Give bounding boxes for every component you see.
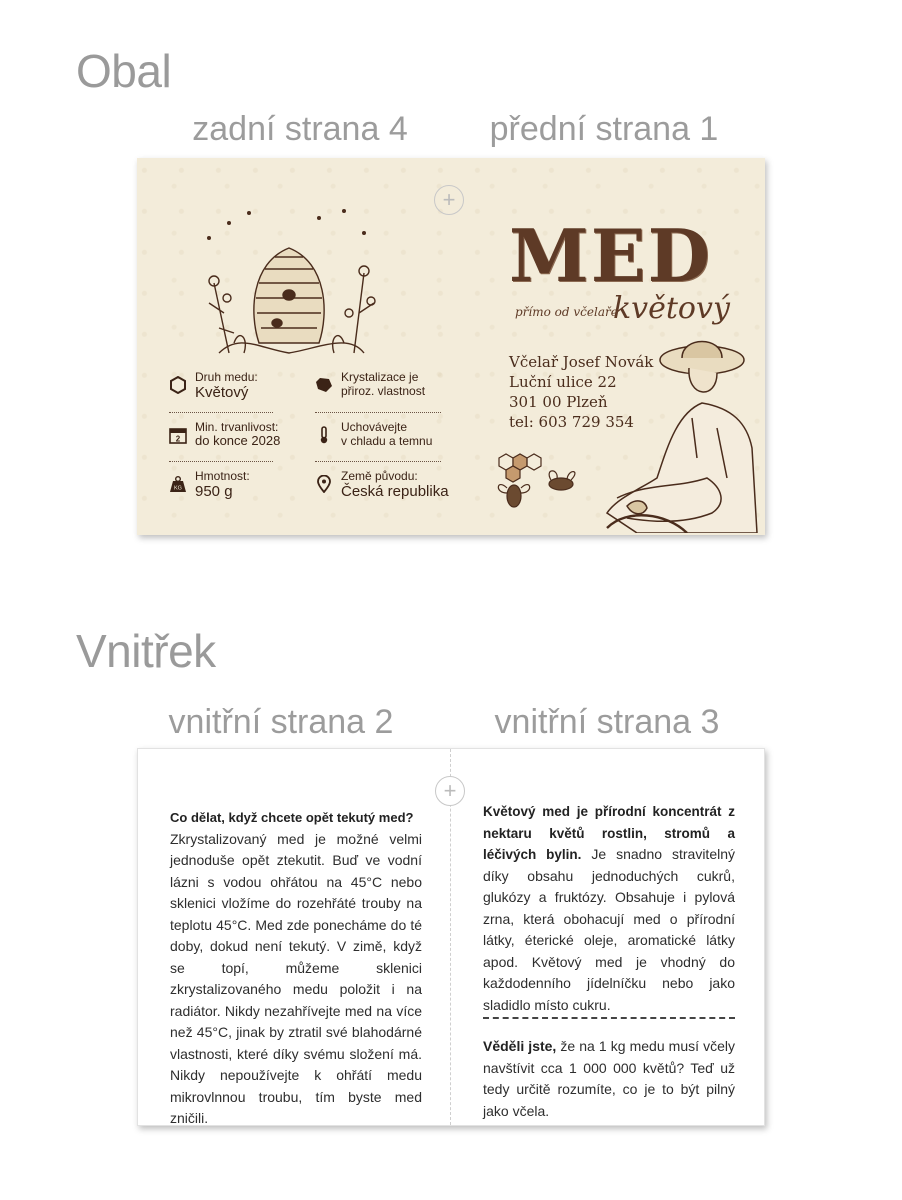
left-column-heading: Co dělat, když chcete opět tekutý med? [170, 810, 414, 825]
beekeeper-contact: Včelař Josef Novák Luční ulice 22 301 00 Plzeň tel: 603 729 354 [509, 353, 654, 431]
right-column-text [483, 801, 735, 1016]
info-shelf-life: 2 Min. trvanlivost: do konce 2028 [169, 420, 280, 448]
inside-right-label: vnitřní strana 3 [494, 703, 720, 741]
dashed-separator [483, 1017, 735, 1019]
beekeeper-illustration [597, 328, 762, 533]
divider [315, 461, 441, 462]
info-honey-type: Druh medu: Květový [169, 370, 258, 402]
beehive-illustration [189, 203, 389, 363]
divider [169, 412, 273, 413]
thermometer-icon [315, 426, 333, 444]
subtitle-from-beekeeper: přímo od včelaře [515, 305, 618, 319]
cover-card [137, 158, 765, 535]
inside-card [137, 748, 765, 1126]
product-title: MED [509, 213, 713, 298]
fold-marker-icon: + [435, 776, 465, 806]
divider [169, 461, 273, 462]
crystal-icon [315, 376, 333, 394]
info-origin: Země původu: Česká republika [315, 469, 449, 501]
inside-left-label: vnitřní strana 2 [168, 703, 394, 741]
right-column-lead: Květový med je přírodní koncentrát z nektaru květů rostlin, stromů a léčivých bylin. [483, 804, 735, 862]
info-crystallization: Krystalizace je přiroz. vlastnost [315, 370, 425, 398]
subtitle-honey-kind: květový [613, 291, 730, 326]
location-pin-icon [315, 475, 333, 493]
fact-lead: Věděli jste, [483, 1038, 557, 1054]
svg-text:2: 2 [175, 434, 181, 444]
fact-body: že na 1 kg medu musí včely navštívit cca 1 000 000 květů? Teď už tedy určitě rozumíte, co je to být pilný jako včela. [483, 1038, 735, 1119]
bees-honeycomb-illustration [489, 448, 584, 513]
calendar-icon [169, 426, 187, 444]
fact-text [483, 1036, 735, 1122]
info-weight: KG Hmotnost: 950 g [169, 469, 250, 501]
weight-icon [169, 475, 187, 493]
svg-text:KG: KG [174, 485, 182, 492]
back-side-label: zadní strana 4 [192, 110, 408, 148]
front-side-label: přední strana 1 [489, 110, 719, 148]
hexagon-icon [169, 376, 187, 394]
fold-marker-icon: + [434, 185, 464, 215]
right-column-body: Je snadno stravitelný díky obsahu jednoduchých cukrů, glukózy a fruktózy. Obsahuje i pylová zrna, která obohacují med o přírodní látky, éterické oleje, aromatické látky apod. Květový med je vhodný do každodenního jídelníčku nebo jako sladidlo místo cukru. [483, 846, 736, 1013]
info-storage: Uchovávejte v chladu a temnu [315, 420, 432, 448]
left-column-body: Zkrystalizovaný med je možné velmi jednoduše opět ztekutit. Buď ve vodní lázni s vodou ohřátou na 45°C nebo sklenici vložíme do rozehřáté trouby na teplotu 45°C. Med zde ponecháme do té doby, dokud není tekutý. V zimě, když se topí, můžeme sklenici zkrystalizovaného medu položit i na radiátor. Nikdy nezahřívejte med na více než 45°C, jinak by ztratil své blahodárné vlastnosti, které díky svému složení má. Nikdy nepoužívejte k ohřátí medu mikrovlnnou troubu, tím byste med zničili. [170, 830, 422, 1126]
left-column-text [170, 807, 422, 1130]
divider [315, 412, 441, 413]
inside-heading: Vnitřek [76, 625, 216, 677]
cover-heading: Obal [76, 45, 172, 97]
